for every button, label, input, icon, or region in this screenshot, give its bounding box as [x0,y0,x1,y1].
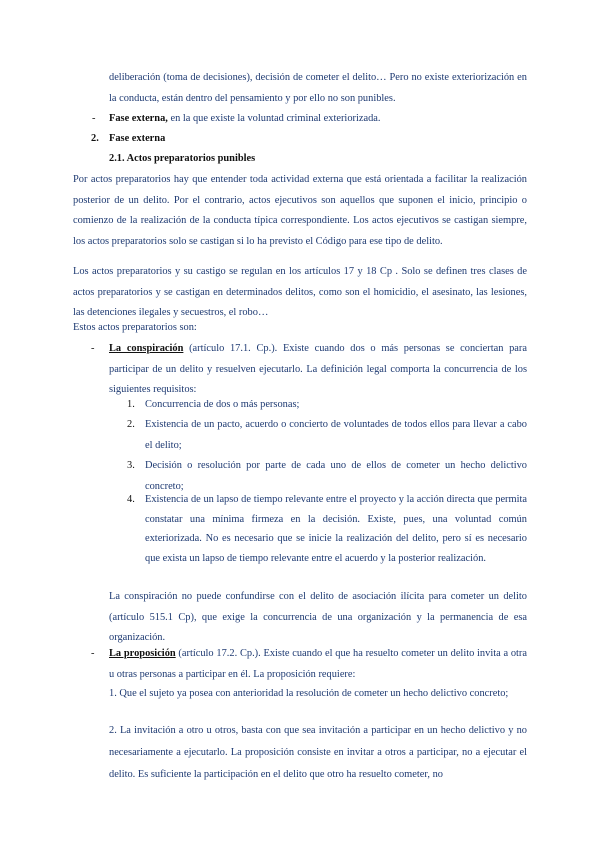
fase-interna-continuation: deliberación (toma de decisiones), decisión de cometer el delito… Pero no existe exteriorización en la conducta, están dentro del pensamiento y por ello no son punibles. [109,72,527,104]
requisito-item: Existencia de un lapso de tiempo relevante entre el proyecto y la acción directa que permita constatar una mínima firmeza en la decisión. Existe, pues, una voluntad común exteriorizada. No es necesario que se inicie la realización del delito, pero sí es necesario que exista un lapso de tiempo relevante entre el acuerdo y la posterior realización. [145,494,527,564]
list-number: 1. [127,399,135,410]
fase-externa-item [109,109,527,130]
proposicion-title: La proposición [109,648,176,659]
conspiracion-nota: La conspiración no puede confundirse con el delito de asociación ilícita para cometer un delito (artículo 515.1 Cp), que exige la concurrencia de una organización y la permanencia de esa organización. [109,591,527,644]
fase-externa-text: en la que existe la voluntad criminal exteriorizada. [167,113,381,124]
paragraph-actos-preparatorios: Por actos preparatorios hay que entender toda actividad externa que está orientada a facilitar la realización posterior de un delito. Por el contrario, actos ejecutivos son aquellos que suponen el inicio, principio o comienzo de la realización de la conducta típica correspondiente. Los actos ejecutivos se castigan siempre, los actos preparatorios solo se castigan si lo ha previsto el Código para ese tipo de delito. [73,174,527,247]
proposicion-text: (artículo 17.2. Cp.). Existe cuando el que ha resuelto cometer un delito invita a otra u otras personas a participar en él. La proposición requiere: [109,648,528,680]
paragraph-regulacion: Los actos preparatorios y su castigo se regulan en los artículos 17 y 18 Cp . Solo se definen tres clases de actos preparatorios y se castigan en determinados delitos, como son el homicidio, el asesinato, las lesiones, las detenciones ilegales y secuestros, el robo… [73,266,527,319]
requisito-item: Decisión o resolución por parte de cada uno de ellos de cometer un hecho delictivo concreto; [145,460,527,492]
bullet-marker: - [92,113,96,124]
bullet-marker: - [91,343,95,354]
section-2-1-title: 2.1. Actos preparatorios punibles [109,153,256,164]
conspiracion-text: (artículo 17.1. Cp.). Existe cuando dos o más personas se conciertan para participar de un delito y resuelven ejecutarlo. La definición legal comporta la concurrencia de los siguientes requisitos: [109,343,527,396]
conspiracion-item [109,339,527,401]
bullet-marker: - [91,648,95,659]
proposicion-requisito-1: 1. Que el sujeto ya posea con anterioridad la resolución de cometer un hecho delictivo concreto; [109,688,509,699]
list-number: 2. [127,419,135,430]
requisito-item: Concurrencia de dos o más personas; [145,399,300,410]
paragraph-intro-list: Estos actos preparatorios son: [73,322,197,333]
proposicion-requisito-2: 2. La invitación a otro u otros, basta con que sea invitación a participar en un hecho delictivo y no necesariamente a ejecutarlo. La proposición consiste en invitar a otros a participar, no a ejecutar el delito. Es suficiente la participación en el delito que otro ha resuelto cometer, no [109,725,527,780]
fase-externa-title: Fase externa, [109,113,168,124]
section-2-number: 2. [91,133,99,144]
section-2-title: Fase externa [109,133,166,144]
proposicion-item [109,644,527,685]
conspiracion-title: La conspiración [109,343,184,354]
list-number: 3. [127,460,135,471]
list-number: 4. [127,494,135,505]
requisito-item: Existencia de un pacto, acuerdo o concierto de voluntades de todos ellos para llevar a cabo el delito; [145,419,527,451]
